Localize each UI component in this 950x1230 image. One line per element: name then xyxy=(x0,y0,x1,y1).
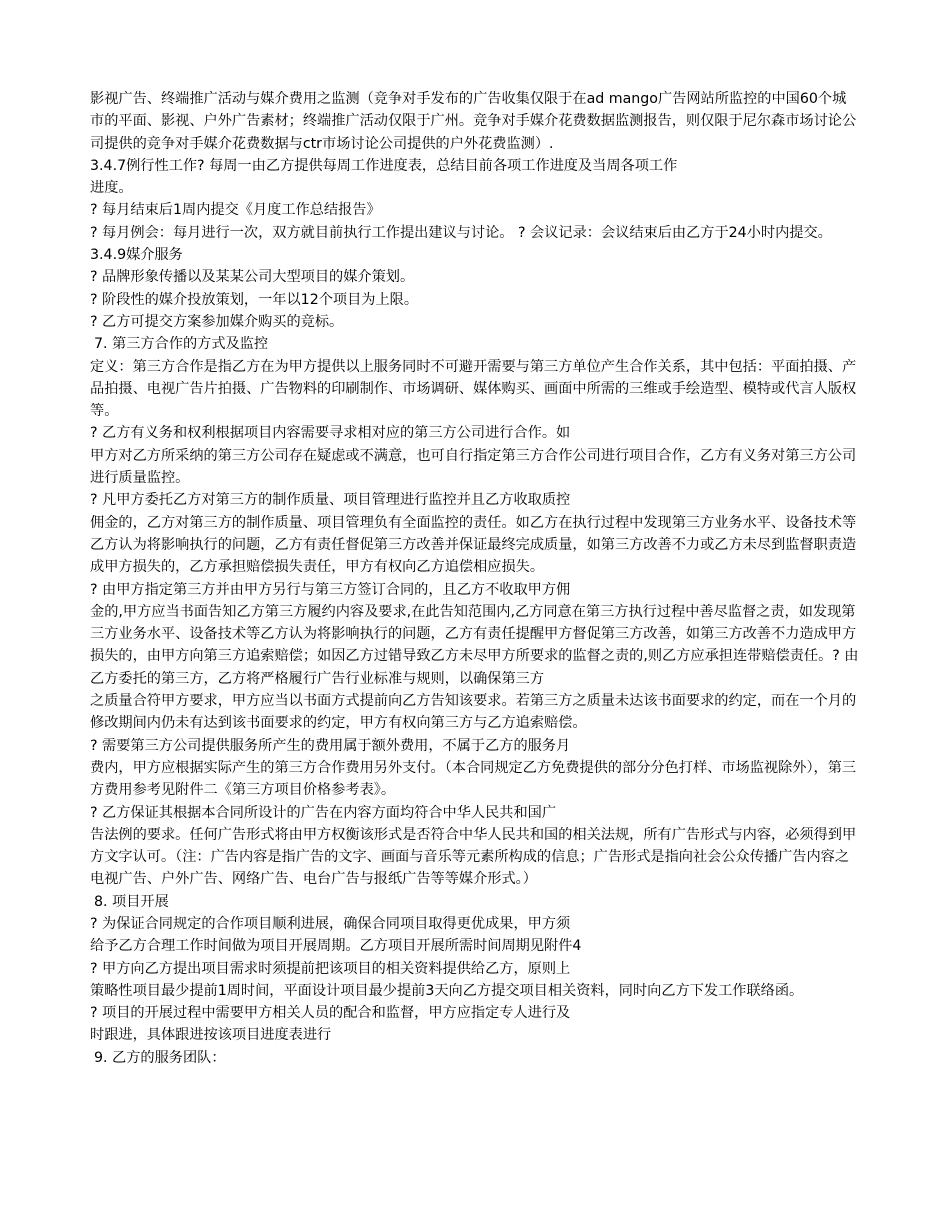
bullet-project-supervision: ? 项目的开展过程中需要甲方相关人员的配合和监督，甲方应指定专人进行及 xyxy=(90,1005,571,1022)
heading-third-party: 7. 第三方合作的方式及监控 xyxy=(94,336,269,353)
paragraph-third-party-definition: 定义：第三方合作是指乙方在为甲方提供以上服务同时不可避开需要与第三方单位产生合作关系，其中包括：平面拍摄、产品拍摄、电视广告片拍摄、广告物料的印刷制作、市场调研、媒体购买、画面中所需的三维或手绘造型、模特或代言人版权等。 xyxy=(90,358,857,420)
paragraph-media-monitoring: 影视广告、终端推广活动与媒介费用之监测（竞争对手发布的广告收集仅限于在ad mango广告网站所监控的中国60个城市的平面、影视、户外广告素材；终端推广活动仅限于广州。竞争对手媒介花费数据监测报告，则仅限于尼尔森市场讨论公司提供的竞争对手媒介花费数据与ctr市场讨论公司提供的户外花费监测）. xyxy=(90,91,857,152)
bullet-phase-media: ? 阶段性的媒介投放策划，一年以12个项目为上限。 xyxy=(90,291,419,308)
section-media-service: 3.4.9媒介服务 xyxy=(90,247,183,264)
paragraph-quality-control-cont: 佣金的，乙方对第三方的制作质量、项目管理负有全面监控的责任。如乙方在执行过程中发现第三方业务水平、设备技术等乙方认为将影响执行的问题，乙方有责任督促第三方改善并保证最终完成质量，如第三方改善不力或乙方未尽到监督职责造成甲方损失的，乙方承担赔偿损失责任，甲方有权向乙方追偿相应损失。 xyxy=(90,514,857,576)
paragraph-routine-work: 3.4.7例行性工作? 每周一由乙方提供每周工作进度表，总结目前各项工作进度及当周各项工作 xyxy=(90,157,678,174)
bullet-extra-fees: ? 需要第三方公司提供服务所产生的费用属于额外费用，不属于乙方的服务月 xyxy=(90,737,571,754)
paragraph-ad-law-cont: 告法例的要求。任何广告形式将由甲方权衡该形式是否符合中华人民共和国的相关法规，所有广告形式与内容，必须得到甲方文字认可。（注：广告内容是指广告的文字、画面与音乐等元素所构成的信息；广告形式是指向社会公众传播广告内容之电视广告、户外广告、网络广告、电台广告与报纸广告等等媒介形式。） xyxy=(90,826,857,888)
bullet-monthly-report: ? 每月结束后1周内提交《月度工作总结报告》 xyxy=(90,202,381,219)
paragraph-routine-work-cont: 进度。 xyxy=(90,180,133,197)
bullet-monthly-meeting: ? 每月例会：每月进行一次，双方就目前执行工作提出建议与讨论。 ? 会议记录：会议结束后由乙方于24小时内提交。 xyxy=(90,224,832,241)
paragraph-third-party-rights-cont: 甲方对乙方所采纳的第三方公司存在疑虑或不满意，也可自行指定第三方合作公司进行项目合作，乙方有义务对第三方公司进行质量监控。 xyxy=(90,447,857,487)
bullet-media-bidding: ? 乙方可提交方案参加媒介购买的竞标。 xyxy=(90,313,344,330)
heading-service-team: 9. 乙方的服务团队： xyxy=(94,1049,226,1066)
paragraph-project-materials-cont: 策略性项目最少提前1周时间，平面设计项目最少提前3天向乙方提交项目相关资料，同时向乙方下发工作联络函。 xyxy=(90,982,804,999)
paragraph-quality-requirement: 之质量合符甲方要求，甲方应当以书面方式提前向乙方告知该要求。若第三方之质量未达该书面要求的约定，而在一个月的修改期间内仍未有达到该书面要求的约定，甲方有权向第三方与乙方追索赔偿。 xyxy=(90,693,857,732)
bullet-quality-control: ? 凡甲方委托乙方对第三方的制作质量、项目管理进行监控并且乙方收取质控 xyxy=(90,492,571,509)
bullet-project-schedule: ? 为保证合同规定的合作项目顺利进展，确保合同项目取得更优成果，甲方须 xyxy=(90,915,571,932)
bullet-third-party-rights: ? 乙方有义务和权利根据项目内容需要寻求相对应的第三方公司进行合作。如 xyxy=(90,425,571,442)
bullet-project-materials: ? 甲方向乙方提出项目需求时须提前把该项目的相关资料提供给乙方，原则上 xyxy=(90,960,571,977)
heading-project-development: 8. 项目开展 xyxy=(94,893,169,910)
paragraph-project-supervision-cont: 时跟进，具体跟进按该项目进度表进行 xyxy=(90,1027,332,1044)
paragraph-extra-fees-cont: 费内，甲方应根据实际产生的第三方合作费用另外支付。（本合同规定乙方免费提供的部分分色打样、市场监视除外），第三方费用参考见附件二《第三方项目价格参考表》。 xyxy=(90,759,857,799)
bullet-client-designated: ? 由甲方指定第三方并由甲方另行与第三方签订合同的，且乙方不收取甲方佣 xyxy=(90,581,571,598)
bullet-media-planning: ? 品牌形象传播以及某某公司大型项目的媒介策划。 xyxy=(90,269,415,286)
paragraph-project-schedule-cont: 给予乙方合理工作时间做为项目开展周期。乙方项目开展所需时间周期见附件4 xyxy=(90,938,582,955)
paragraph-client-designated-cont: 金的,甲方应当书面告知乙方第三方履约内容及要求,在此告知范围内,乙方同意在第三方执行过程中善尽监督之责，如发现第三方业务水平、设备技术等乙方认为将影响执行的问题，乙方有责任提醒甲方督促第三方改善，如第三方改善不力造成甲方损失的，由甲方向第三方追索赔偿；如因乙方过错导致乙方未尽甲方所要求的监督之责的,则乙方应承担连带赔偿责任。? 由乙方委托的第三方，乙方将严格履行广告行业标准与规则，以确保第三方 xyxy=(90,603,859,687)
bullet-ad-law: ? 乙方保证其根据本合同所设计的广告在内容方面均符合中华人民共和国广 xyxy=(90,804,557,821)
